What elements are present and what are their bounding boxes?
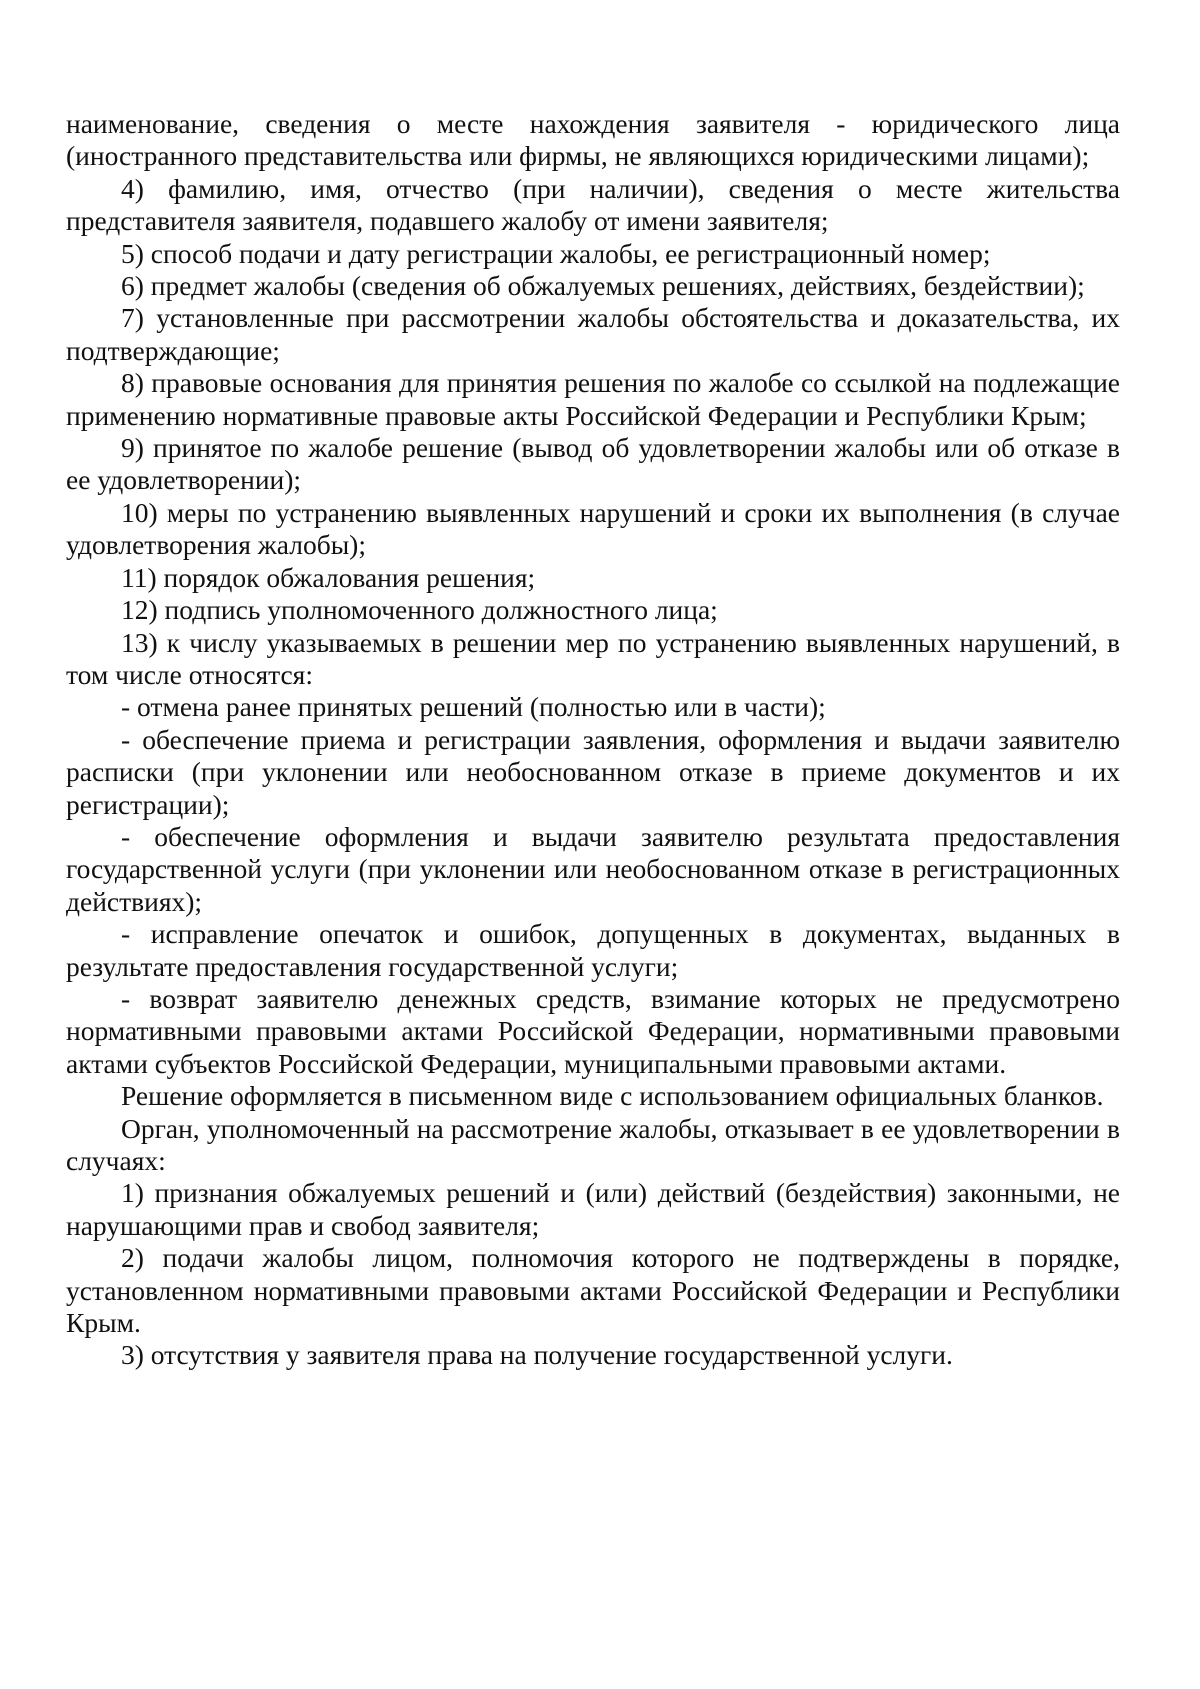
paragraph-refusal-3: 3) отсутствия у заявителя права на получение государственной услуги. [121, 1339, 953, 1371]
paragraph-refusal-intro: Орган, уполномоченный на рассмотрение жалобы, отказывает в ее удовлетворении в случаях: [66, 1112, 1120, 1176]
paragraph-item-4: 4) фамилию, имя, отчество (при наличии), сведения о месте жительства представителя заявителя, подавшего жалобу от имени заявителя; [66, 172, 1120, 237]
paragraph-refusal-1: 1) признания обжалуемых решений и (или) действий (бездействия) законными, не нарушающими прав и свобод заявителя; [66, 1177, 1120, 1241]
paragraph-item-6: 6) предмет жалобы (сведения об обжалуемых решениях, действиях, бездействии); [121, 270, 1085, 302]
paragraph-item-5: 5) способ подачи и дату регистрации жалобы, ее регистрационный номер; [121, 237, 991, 269]
paragraph-measure-result: - обеспечение оформления и выдачи заявителю результата предоставления государственной услуги (при уклонении или необоснованном отказе в регистрационных действиях); [66, 820, 1120, 917]
paragraph-item-13: 13) к числу указываемых в решении мер по устранению выявленных нарушений, в том числе относятся: [66, 626, 1120, 690]
paragraph-measure-typos: - исправление опечаток и ошибок, допущенных в документах, выданных в результате предоставления государственной услуги; [66, 918, 1120, 982]
paragraph-item-8: 8) правовые основания для принятия решения по жалобе со ссылкой на подлежащие применению нормативные правовые акты Российской Федерации и Республики Крым; [66, 367, 1120, 431]
paragraph-item-10: 10) меры по устранению выявленных нарушений и сроки их выполнения (в случае удовлетворения жалобы); [66, 496, 1120, 561]
paragraph-measure-cancellation: - отмена ранее принятых решений (полностью или в части); [121, 691, 826, 723]
paragraph-item-9: 9) принятое по жалобе решение (вывод об удовлетворении жалобы или об отказе в ее удовлетворении); [66, 432, 1120, 496]
paragraph-measure-receipt: - обеспечение приема и регистрации заявления, оформления и выдачи заявителю расписки (при уклонении или необоснованном отказе в приеме документов и их регистрации); [66, 723, 1120, 820]
paragraph-refusal-2: 2) подачи жалобы лицом, полномочия которого не подтверждены в порядке, установленном нормативными правовыми актами Российской Федерации и Республики Крым. [66, 1242, 1120, 1339]
paragraph-decision-form: Решение оформляется в письменном виде с использованием официальных бланков. [121, 1080, 1104, 1112]
paragraph-item-7: 7) установленные при рассмотрении жалобы обстоятельства и доказательства, их подтверждающие; [66, 302, 1120, 366]
paragraph-item-12: 12) подпись уполномоченного должностного лица; [121, 594, 718, 626]
paragraph-measure-refund: - возврат заявителю денежных средств, взимание которых не предусмотрено нормативными правовыми актами Российской Федерации, нормативными правовыми актами субъектов Российской Федерации, муниципальными правовыми актами. [66, 982, 1120, 1079]
paragraph-item-11: 11) порядок обжалования решения; [121, 561, 536, 593]
document-page [66, 108, 1120, 1372]
paragraph-applicant-legal-entity: наименование, сведения о месте нахождения заявителя - юридического лица (иностранного представительства или фирмы, не являющихся юридическими лицами); [66, 108, 1120, 172]
